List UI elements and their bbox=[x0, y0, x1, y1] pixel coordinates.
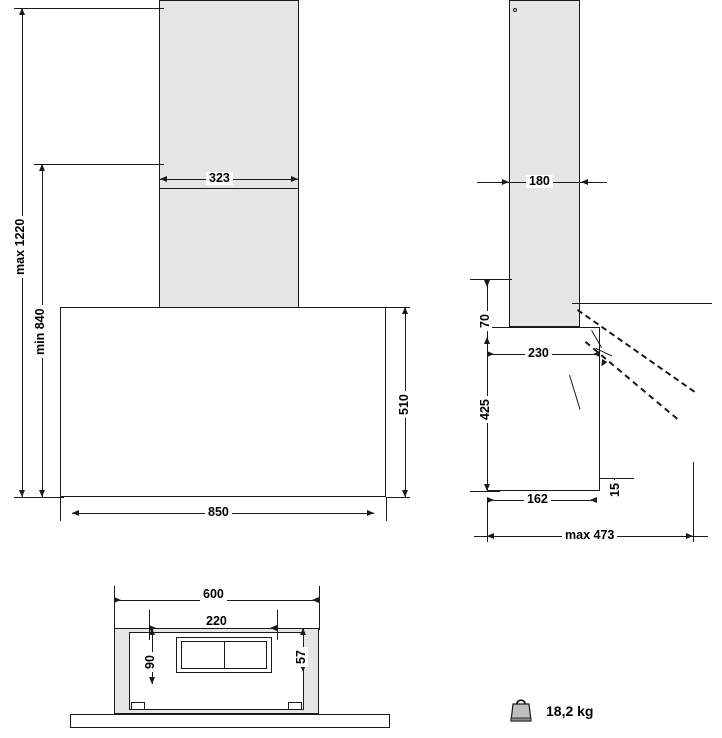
dim-180-arrow-left bbox=[502, 179, 509, 185]
dim-70-arrow bbox=[484, 280, 490, 287]
front-chimney-split-line bbox=[159, 188, 299, 189]
dim-90-arrow-up bbox=[149, 628, 155, 635]
dim-162-label: 162 bbox=[524, 493, 551, 506]
side-panel-closed-line bbox=[572, 303, 712, 304]
dim-323-arrow-left bbox=[160, 176, 167, 182]
dim-min840-ext-top bbox=[34, 164, 164, 165]
dim-162-arrow-right bbox=[590, 497, 597, 503]
top-tab-right bbox=[288, 702, 302, 710]
dim-max473-arrow-left bbox=[487, 533, 494, 539]
dim-max1220-label: max 1220 bbox=[14, 216, 27, 278]
weight-value: 18,2 kg bbox=[546, 703, 594, 719]
front-chimney-shape bbox=[159, 0, 299, 308]
dim-min840-label: min 840 bbox=[34, 305, 47, 358]
dim-max1220-arrow-bottom bbox=[19, 490, 25, 497]
dim-510-label: 510 bbox=[398, 391, 411, 418]
dim-min840-arrow-bottom bbox=[39, 490, 45, 497]
dim-850-arrow-left bbox=[72, 510, 79, 516]
dim-230-arrow-right bbox=[593, 351, 600, 357]
dim-max1220-ext-top bbox=[14, 8, 164, 9]
dim-323-arrow-right bbox=[291, 176, 298, 182]
front-body-shape bbox=[60, 307, 386, 497]
top-outer-plate bbox=[70, 714, 390, 728]
dim-600-arrow-left bbox=[114, 597, 121, 603]
dim-15-ext bbox=[600, 478, 634, 479]
dim-510-arrow-down bbox=[402, 490, 408, 497]
top-inner-divider bbox=[224, 641, 225, 669]
dim-510-ext-bottom bbox=[386, 497, 410, 498]
dim-180-label: 180 bbox=[526, 175, 553, 188]
dim-220-ext-right bbox=[277, 610, 278, 640]
dim-230-label: 230 bbox=[525, 347, 552, 360]
dim-57-arrow-up bbox=[300, 628, 306, 635]
dim-70-ext-top bbox=[470, 279, 512, 280]
dim-15-label: 15 bbox=[609, 480, 622, 500]
dim-850-ext-left bbox=[60, 497, 61, 521]
dim-850-label: 850 bbox=[205, 506, 232, 519]
dim-425-arrow-down bbox=[484, 484, 490, 491]
dim-min840-arrow-top bbox=[39, 164, 45, 171]
dim-height-ext-bottom bbox=[14, 497, 64, 498]
dim-90-label: 90 bbox=[144, 652, 157, 672]
dim-57-label: 57 bbox=[295, 647, 308, 667]
dim-425-arrow-up bbox=[484, 337, 490, 344]
weight-icon bbox=[504, 690, 538, 724]
dim-220-arrow-right bbox=[270, 625, 277, 631]
dim-220-line bbox=[149, 628, 277, 629]
dim-max1220-arrow-top bbox=[19, 8, 25, 15]
dim-425-label: 425 bbox=[479, 396, 492, 423]
dim-600-label: 600 bbox=[200, 588, 227, 601]
dim-90-arrow-down bbox=[149, 677, 155, 684]
dim-230-arrow-left bbox=[487, 351, 494, 357]
top-tab-left bbox=[131, 702, 145, 710]
dim-323-label: 323 bbox=[206, 172, 233, 185]
dim-600-ext-right bbox=[319, 586, 320, 630]
dim-600-arrow-right bbox=[312, 597, 319, 603]
dim-510-arrow-up bbox=[402, 307, 408, 314]
dim-162-arrow-left bbox=[487, 497, 494, 503]
dim-max473-label: max 473 bbox=[562, 529, 617, 542]
side-chimney-shape bbox=[509, 0, 580, 327]
side-chimney-hole-icon bbox=[513, 8, 517, 12]
dim-425-ext-bottom bbox=[470, 491, 500, 492]
dim-max473-ext-right bbox=[693, 462, 694, 542]
dim-850-ext-right bbox=[386, 497, 387, 521]
dim-850-arrow-right bbox=[367, 510, 374, 516]
dim-70-label: 70 bbox=[479, 311, 492, 331]
dim-max473-arrow-right bbox=[686, 533, 693, 539]
dim-600-ext-left bbox=[114, 586, 115, 630]
dim-220-label: 220 bbox=[203, 615, 230, 628]
dim-180-arrow-right bbox=[581, 179, 588, 185]
